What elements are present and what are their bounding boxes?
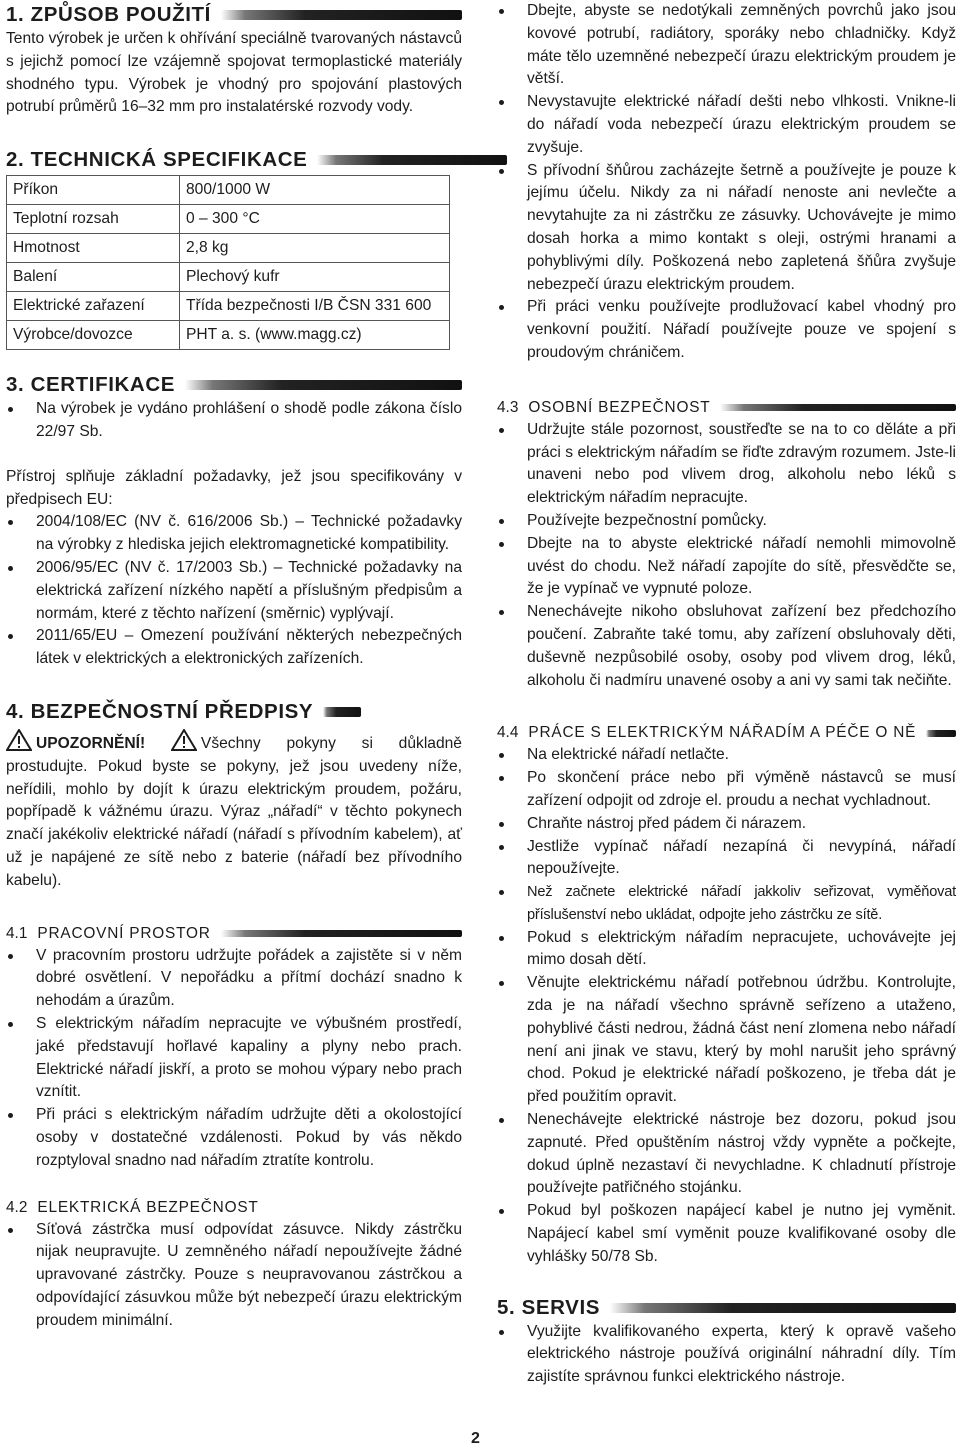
directive-list [6,511,462,671]
section-4-3-heading [497,397,956,419]
section-3-heading [6,372,462,398]
cert-item: Na výrobek je vydáno prohlášení o shodě podle zákona číslo 22/97 Sb. [6,398,462,444]
warning-text: Všechny pokyny si důkladně prostudujte. Pokud byste se pokyny, jež jsou uvedeny níže, neřídili, mohlo by dojít k úrazu elektrickým proudem, požáru, popřípadě k vážnému úrazu. Výraz „nářadí“ v těchto pokynech značí jakékoliv elektrické nářadí (nářadí s přívodním kabelem), ať už je napájené ze sítě nebo z baterie (nářadí bez přívodního kabelu). [6,734,462,889]
cert-list [6,398,462,444]
spec-value: 800/1000 W [180,176,450,205]
section-1-heading [6,2,462,28]
section-2-title: 2. TECHNICKÁ SPECIFIKACE [6,148,308,172]
section-4-2-number: 4.2 [6,1198,28,1216]
heading-bar [926,730,956,737]
left-column [6,0,462,1332]
warning-label: UPOZORNĚNÍ! [36,734,146,752]
list-item: Využijte kvalifikovaného experta, který k opravě vašeho elektrického nástroje používá originální náhradní díly. Tím zajistíte správnou funkci elektrického nástroje. [497,1321,956,1389]
list-item: Při práci venku používejte prodlužovací kabel vhodný pro venkovní použití. Nářadí používejte pouze ve spojení s proudovým chráničem. [497,296,956,364]
tool-care-list [497,744,956,1268]
list-item: Nenechávejte elektrické nástroje bez dozoru, pokud jsou zapnuté. Před opuštěním nástroj vždy vypněte a počkejte, dokud úplně nezastaví či nevychladne. K chladnutí přístroje používejte patřičného stojánku. [497,1109,956,1200]
heading-bar [720,404,956,411]
right-column [497,0,956,1389]
spec-label: Elektrické zařazení [7,292,180,321]
section-4-1-title: PRACOVNÍ PROSTOR [37,924,211,942]
personal-safety-list [497,419,956,693]
page-number: 2 [471,1430,480,1447]
spec-value: 0 – 300 °C [180,205,450,234]
list-item: V pracovním prostoru udržujte pořádek a zajistěte si v něm dobré osvětlení. V nepořádku a přítmí dochází snadno k nehodám a úrazům. [6,945,462,1013]
list-item: Síťová zástrčka musí odpovídat zásuvce. Nikdy zástrčku nijak neupravujte. U zemněného nářadí nepoužívejte žádné upravované zástrčky. Pouze s neupravovanou zástrčkou a odpovídající zásuvkou může být nebezpečí úrazu elektrickým proudem minimální. [6,1219,462,1333]
electrical-safety-list-continued [497,0,956,365]
list-item: Udržujte stále pozornost, soustřeďte se na to co děláte a při práci s elektrickým nářadím se řiďte zdravým rozumem. Jste-li unaveni nebo pod vlivem drog, alkoholu nebo léků s elektrickým nářadím nepracujte. [497,419,956,510]
list-item: Nevystavujte elektrické nářadí dešti nebo vlhkosti. Vnikne-li do nářadí voda nebezpečí úrazu elektrickým proudem se zvyšuje. [497,91,956,159]
spec-label: Teplotní rozsah [7,205,180,234]
list-item: S elektrickým nářadím nepracujte ve výbušném prostředí, jaké představují hořlavé kapaliny a plyny nebo prach. Elektrické nářadí jiskří, a proto se mohou výpary nebo prach vznítit. [6,1013,462,1104]
heading-bar [317,155,507,165]
heading-bar [323,707,361,717]
heading-bar [221,10,462,20]
warning-paragraph [6,729,462,893]
spec-row [7,234,450,263]
warning-triangle-icon [171,729,197,751]
spec-value: 2,8 kg [180,234,450,263]
section-1-text: Tento výrobek je určen k ohřívání speciálně tvarovaných nástavců s jejichž pomocí lze vzájemně spojovat termoplastické materiály shodného typu. Výrobek je vhodný pro spojování plastových potrubí průměrů 16–32 mm pro instalatérské rozvody vody. [6,30,462,116]
list-item: Věnujte elektrickému nářadí potřebnou údržbu. Kontrolujte, zda je na nářadí všechno správně seřízeno a utaženo, pohyblivé části nedrou, žádná část není zlomena nebo nářadí není ani jinak ve stavu, který by mohl narušit jeho správný chod. Pokud je elektrické nářadí poškozeno, je třeba dát je před použitím opravit. [497,972,956,1109]
section-4-4-number: 4.4 [497,724,519,742]
list-item: Pokud byl poškozen napájecí kabel je nutno jej vyměnit. Napájecí kabel smí vyměnit pouze kvalifikované osoby dle vyhlášky 50/78 Sb. [497,1200,956,1268]
section-5-heading [497,1295,956,1321]
spec-value: Plechový kufr [180,263,450,292]
warning-triangle-icon [6,729,32,751]
spec-label: Výrobce/dovozce [7,321,180,350]
section-5-title: 5. SERVIS [497,1295,601,1319]
spec-table [6,175,450,350]
list-item: 2004/108/EC (NV č. 616/2006 Sb.) – Technické požadavky na výrobky z hlediska jejich elektromagnetické kompatibility. [6,511,462,557]
section-4-3-number: 4.3 [497,398,519,416]
section-1-title: 1. ZPŮSOB POUŽITÍ [6,3,211,26]
list-item: Po skončení práce nebo při výměně nástavců se musí zařízení odpojit od zdroje el. proudu a nechat vychladnout. [497,767,956,813]
list-item: Nenechávejte nikoho obsluhovat zařízení bez předchozího poučení. Zabraňte také tomu, aby zařízení obsluhovaly děti, duševně nezpůsobilé osoby, osoby pod vlivem drog, léků, alkoholu či nadmíru unavené osoby a ani vy sami tak nečiňte. [497,601,956,692]
list-item: Jestliže vypínač nářadí nezapíná či nevypíná, nářadí nepoužívejte. [497,836,956,882]
spec-row [7,263,450,292]
spec-value: Třída bezpečnosti I/B ČSN 331 600 [180,292,450,321]
spec-row [7,292,450,321]
cert-intro: Přístroj splňuje základní požadavky, jež jsou specifikovány v předpisech EU: [6,467,462,508]
heading-bar [221,930,462,937]
section-4-2-title: ELEKTRICKÁ BEZPEČNOST [37,1198,259,1216]
spec-row [7,176,450,205]
section-2-heading [6,147,462,173]
list-item: Při práci s elektrickým nářadím udržujte děti a okolostojící osoby v dostatečné vzdálenosti. Pokud by vás někdo rozptyloval snadno nad nářadím ztratíte kontrolu. [6,1104,462,1172]
list-item: 2011/65/EU – Omezení používání některých nebezpečných látek v elektrických a elektronických zařízeních. [6,625,462,671]
list-item: 2006/95/EC (NV č. 17/2003 Sb.) – Technické požadavky na elektrická zařízení nízkého napětí a příslušným předpisům a normám, které z těchto nařízení (směrnic) vyplývají. [6,557,462,625]
heading-bar [610,1303,956,1313]
spec-label: Příkon [7,176,180,205]
section-4-4-heading [497,722,956,744]
spec-value: PHT a. s. (www.magg.cz) [180,321,450,350]
list-item: Pokud s elektrickým nářadím nepracujete, uchovávejte jej mimo dosah dětí. [497,927,956,973]
section-4-heading [6,699,462,725]
electrical-safety-list [6,1219,462,1333]
section-4-2-heading [6,1197,462,1219]
list-item: Dbejte na to abyste elektrické nářadí nemohli mimovolně uvést do chodu. Než nářadí zapojíte do sítě, přesvědčte se, že je vypínač ve vypnuté poloze. [497,533,956,601]
list-item: Používejte bezpečnostní pomůcky. [497,510,956,533]
workspace-list [6,945,462,1173]
list-item: Chraňte nástroj před pádem či nárazem. [497,813,956,836]
section-4-4-title: PRÁCE S ELEKTRICKÝM NÁŘADÍM A PÉČE O NĚ [528,724,917,742]
section-4-3-title: OSOBNÍ BEZPEČNOST [528,398,711,416]
service-list [497,1321,956,1389]
spec-row [7,205,450,234]
list-item: Než začnete elektrické nářadí jakkoliv seřizovat, vyměňovat příslušenství nebo ukládat, odpojte jeho zástrčku ze sítě. [497,881,956,927]
section-4-1-number: 4.1 [6,924,28,942]
list-item: Na elektrické nářadí netlačte. [497,744,956,767]
spec-row [7,321,450,350]
spec-label: Hmotnost [7,234,180,263]
list-item: Dbejte, abyste se nedotýkali zemněných povrchů jako jsou kovové potrubí, radiátory, sporáky nebo chladničky. Když máte tělo uzemněné nebezpečí úrazu elektrickým proudem je větší. [497,0,956,91]
heading-bar [185,380,462,390]
section-4-title: 4. BEZPEČNOSTNÍ PŘEDPISY [6,699,314,723]
section-4-1-heading [6,923,462,945]
list-item: S přívodní šňůrou zacházejte šetrně a používejte je pouze k jejímu účelu. Nikdy za ni nářadí nenoste ani nevlečte a nevytahujte za ni zástrčku ze zásuvky. Uchovávejte je mimo dosah horka a mimo kontakt s oleji, ostrými hranami a pohyblivými díly. Poškozená nebo zapletená šňůra zvyšuje nebezpečí úrazu elektrickým proudem. [497,160,956,297]
spec-label: Balení [7,263,180,292]
section-3-title: 3. CERTIFIKACE [6,373,175,397]
